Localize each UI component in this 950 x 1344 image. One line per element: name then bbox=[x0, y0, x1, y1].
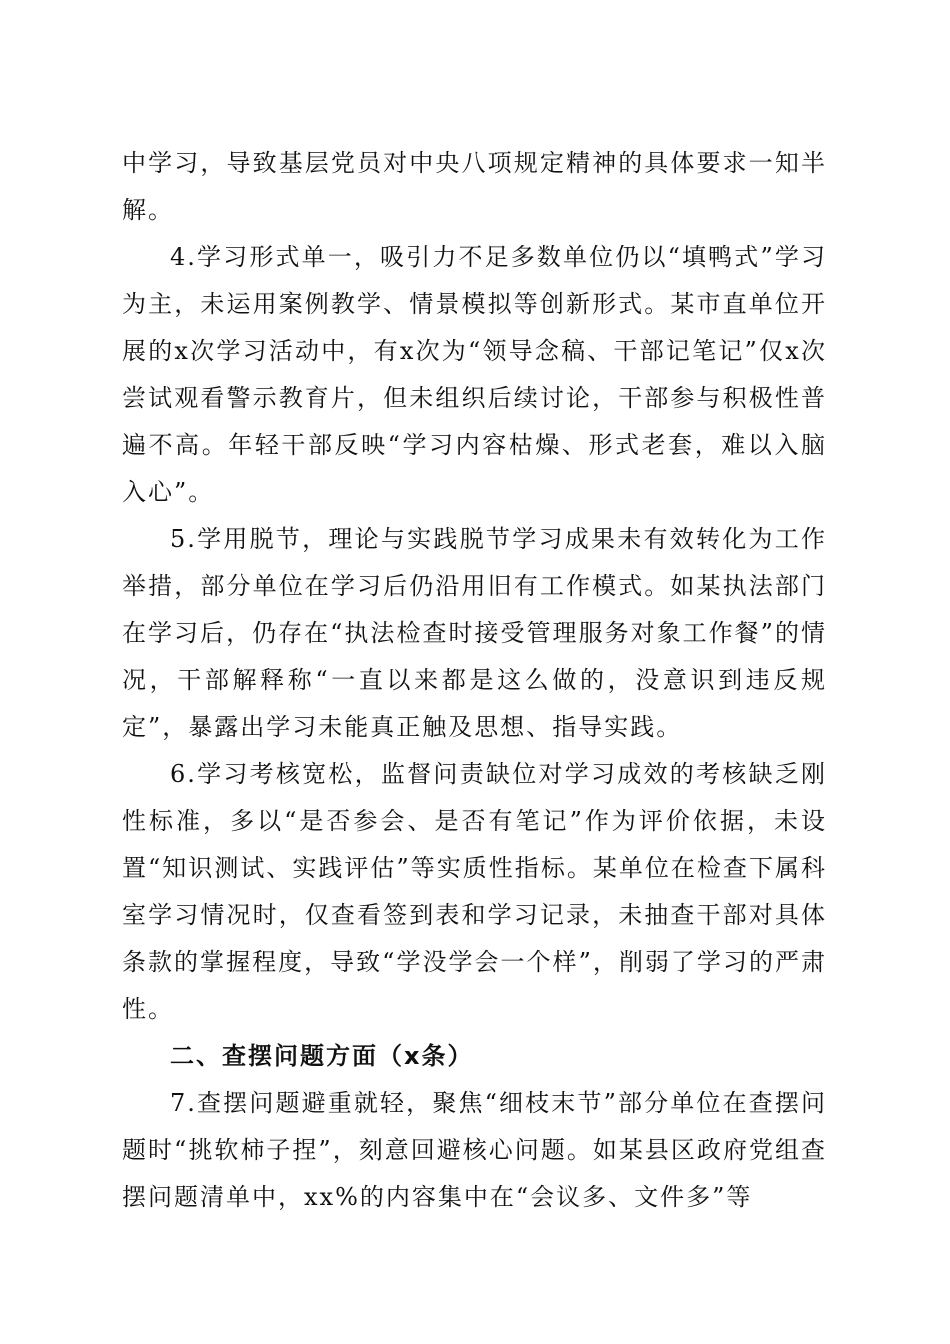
paragraph-continuation: 中学习，导致基层党员对中央八项规定精神的具体要求一知半解。 bbox=[122, 149, 827, 224]
paragraph-item-6: 6.学习考核宽松，监督问责缺位对学习成效的考核缺乏刚性标准，多以“是否参会、是否有笔记”作为评价依据，未设置“知识测试、实践评估”等实质性指标。某单位在检查下属科室学习情况时，仅查看签到表和学习记录，未抽查干部对具体条款的掌握程度，导致“学没学会一个样”，削弱了学习的严肃性。 bbox=[122, 760, 827, 1023]
section-heading-2: 二、查摆问题方面（x条） bbox=[170, 1042, 474, 1070]
document-body bbox=[122, 140, 827, 1221]
paragraph-item-5: 5.学用脱节，理论与实践脱节学习成果未有效转化为工作举措，部分单位在学习后仍沿用旧有工作模式。如某执法部门在学习后，仍存在“执法检查时接受管理服务对象工作餐”的情况，干部解释称“一直以来都是这么做的，没意识到违反规定”，暴露出学习未能真正触及思想、指导实践。 bbox=[122, 525, 827, 741]
paragraph-item-7: 7.查摆问题避重就轻，聚焦“细枝末节”部分单位在查摆问题时“挑软柿子捏”，刻意回避核心问题。如某县区政府党组查摆问题清单中，xx%的内容集中在“会议多、文件多”等 bbox=[122, 1089, 827, 1211]
paragraph-item-4: 4.学习形式单一，吸引力不足多数单位仍以“填鸭式”学习为主，未运用案例教学、情景模拟等创新形式。某市直单位开展的x次学习活动中，有x次为“领导念稿、干部记笔记”仅x次尝试观看警示教育片，但未组织后续讨论，干部参与积极性普遍不高。年轻干部反映“学习内容枯燥、形式老套，难以入脑入心”。 bbox=[122, 243, 827, 506]
